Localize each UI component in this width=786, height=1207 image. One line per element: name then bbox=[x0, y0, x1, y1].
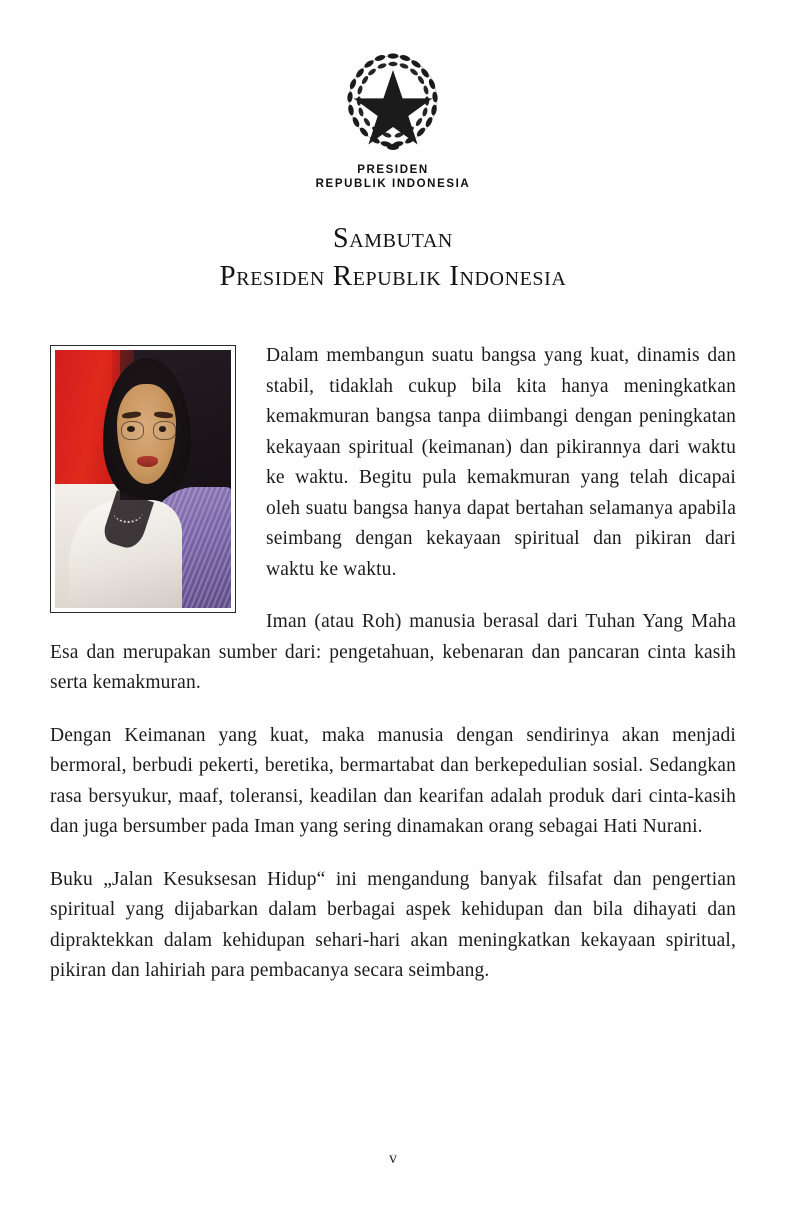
presidential-seal-icon bbox=[331, 46, 455, 156]
emblem-caption-line-1: PRESIDEN bbox=[357, 164, 429, 176]
president-portrait-photo bbox=[50, 345, 236, 613]
portrait-image bbox=[55, 350, 231, 608]
presidential-emblem-block bbox=[0, 46, 786, 191]
portrait-necklace bbox=[113, 500, 143, 523]
title-line-presiden-republik-indonesia: Presiden Republik Indonesia bbox=[219, 260, 567, 292]
emblem-caption bbox=[0, 164, 786, 191]
page-title bbox=[0, 222, 786, 294]
portrait-lips bbox=[137, 456, 158, 467]
body-paragraph: Iman (atau Roh) manusia berasal dari Tuhan Yang Maha Esa dan merupakan sumber dari: pengetahuan, kebenaran dan pancaran cinta kasih serta kemakmuran. bbox=[50, 611, 736, 693]
body-paragraph: Dalam membangun suatu bangsa yang kuat, dinamis dan stabil, tidaklah cukup bila kita hanya meningkatkan kemakmuran bangsa tanpa diimbangi dengan peningkatan kekayaan spiritual (keimanan) dan pikirannya dari waktu ke waktu. Begitu pula kemakmuran yang telah dicapai oleh suatu bangsa hanya dapat bertahan selamanya apabila seimbang dengan kekayaan spiritual dan pikiran dari waktu ke waktu. bbox=[266, 345, 736, 580]
body-paragraph: Dengan Keimanan yang kuat, maka manusia dengan sendirinya akan menjadi bermoral, berbudi pekerti, beretika, bermartabat dan berkepedulian sosial. Sedangkan rasa bersyukur, maaf, toleransi, keadilan dan kearifan adalah produk dari cinta-kasih dan juga bersumber pada Iman yang sering dinamakan orang sebagai Hati Nurani. bbox=[50, 724, 736, 837]
body-paragraph: Buku „Jalan Kesuksesan Hidup“ ini mengandung banyak filsafat dan pengertian spiritual yang dijabarkan dalam berbagai aspek kehidupan dan bila dihayati dan dipraktekkan dalam kehidupan sehari-hari akan meningkatkan kekayaan spiritual, pikiran dan lahiriah para pembacanya secara seimbang. bbox=[50, 868, 736, 981]
document-body bbox=[50, 341, 736, 987]
title-line-sambutan: Sambutan bbox=[333, 223, 453, 254]
page-number-folio: v bbox=[389, 1150, 397, 1167]
portrait-eye-left bbox=[127, 426, 134, 432]
emblem-caption-line-2: REPUBLIK INDONESIA bbox=[315, 177, 471, 190]
portrait-eye-right bbox=[159, 426, 166, 432]
